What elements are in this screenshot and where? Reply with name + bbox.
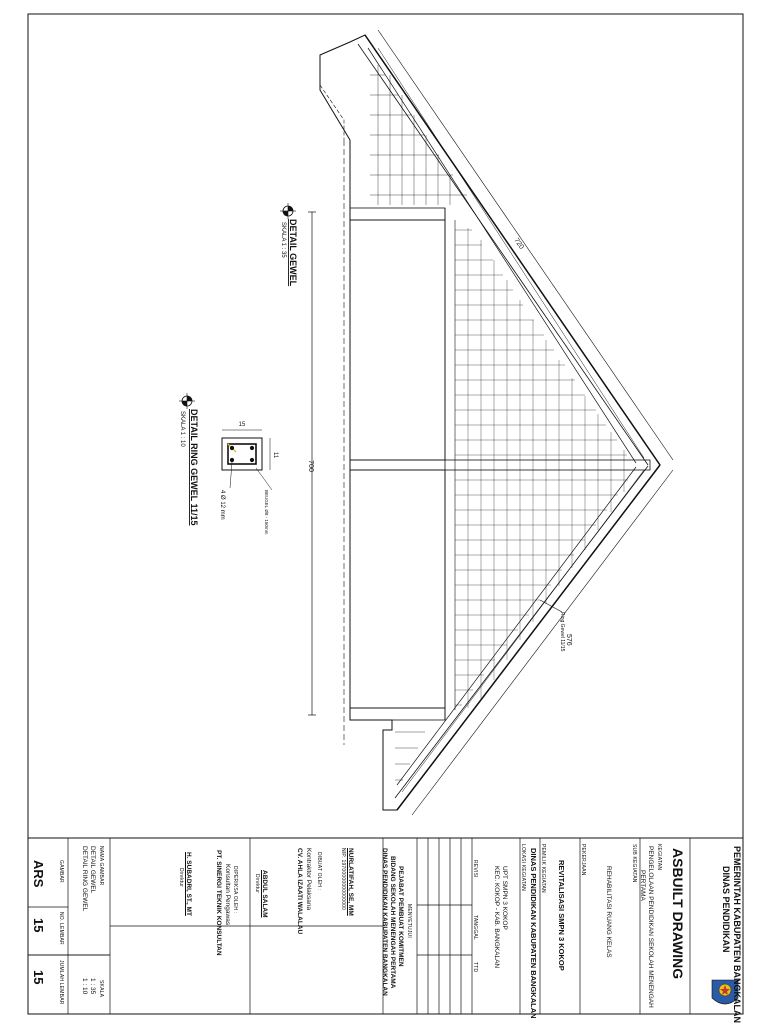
no-lembar-label: NO. LEMBAR [58,912,64,945]
leader-rebar [230,462,232,488]
signer2-name: H. SUBADRI, ST., MT [185,852,192,916]
ppk-name: NURLATIFAH, SE, MM [347,848,354,916]
kontraktor-label: Kontraktor Pelaksana [305,848,312,911]
diperiksa-label: DIPERIKSA OLEH : [232,866,238,914]
rev-header-ttd: TTD [472,962,478,973]
gable-bottom-edge [397,465,660,810]
pekerjaan: REVITALISASI SMPN 3 KOKOP [557,860,566,971]
lokasi-line2: KEC. KOKOP - KAB. BANGKALAN [493,866,500,969]
subkegiatan: REHABILITASI RUANG KELAS [605,866,612,958]
jumlah-lembar-label: JUMLAH LEMBAR [58,960,64,1005]
dim-line-720 [378,30,673,460]
ring-gewel-label: Ring Gewel 11/15 [559,612,565,652]
signer2-role: Direktur [178,868,184,888]
section-11-label: 11 [272,452,278,459]
lokasi-label: LOKASI KEGIATAN [520,844,526,891]
brick-courses-bottom [395,732,425,780]
ring-beam-lower-2 [402,470,644,792]
gewel-title: DETAIL GEWEL [288,219,298,287]
menyetujui-line3: DINAS PENDIDIKAN KABUPATEN BANGKALAN [381,848,388,996]
no-lembar: 15 [31,918,46,933]
lokasi-line1: UPT SMPN 3 KOKOP [501,866,508,930]
gable-top-edge-inner [358,44,648,465]
doc-type: ASBUILT DRAWING [670,848,686,980]
kontraktor-name: CV. AHLA IZAATI WALALAU [296,848,303,935]
left-chamfer [320,85,344,140]
ring-scale: SKALA 1 : 10 [179,411,185,447]
nama-gambar-label: NAMA GAMBAR [98,846,104,886]
section-15-label: 15 [238,422,246,428]
signer1-role: Direktur [254,874,260,894]
ppk-nip: NIP. 19700000000000000 [340,848,346,911]
rebar-2 [250,446,253,449]
subkegiatan-label: SUB KEGIATAN [631,844,637,883]
gable-top-edge [365,35,660,465]
skala-list-1: 1 : 35 [89,978,96,995]
ring-section-detail [222,430,272,490]
jumlah-lembar: 15 [31,970,46,985]
gable-wall-drawing [320,35,660,810]
skala-list-2: 1 : 10 [81,978,88,995]
kegiatan-line2: PERTAMA [639,870,646,901]
ring-detail-marker [179,393,195,409]
agency-line1: PEMERINTAH KABUPATEN BANGKALAN [732,846,742,1023]
gambar-label: GAMBAR [58,860,64,883]
kegiatan-line1: PENGELOLAAN PENDIDIKAN SEKOLAH MENENGAH [647,846,654,1008]
gambar-list-2: DETAIL RING GEWEL [81,846,88,912]
slope-dimensions [378,30,673,815]
rebar-1 [230,446,233,449]
menyetujui-line1: PEJABAT PEMBUAT KOMITMEN [397,866,404,967]
title-block-grid [28,838,690,1014]
kegiatan-label: KEGIATAN [656,844,662,871]
ring-leader [540,600,562,612]
rev-header-tanggal: TANGGAL [472,915,478,940]
ring-beam-lower-1 [397,467,636,785]
rebar-3 [230,458,233,461]
skala-label: SKALA [98,980,104,998]
menyetujui-label: MENYETUJUI [406,904,412,938]
pekerjaan-label: PEKERJAAN [580,844,586,876]
dibuat-label: DIBUAT OLEH : [316,852,322,891]
ring-beam-upper-1 [368,48,636,463]
gewel-scale: SKALA 1 : 35 [280,222,286,258]
menyetujui-line2: BIDANG SEKOLAH MENENGAH PERTAMA [389,856,396,989]
rebar-label: 4 Ø 12 mm [219,490,225,520]
column-bottom [350,708,445,720]
stirrup-label: BEUGEL Ø8 - 150mm [264,490,269,535]
pemilik-label: PEMILIK KEGIATAN [540,844,546,893]
column-left-top [350,208,445,220]
opening-lower [350,470,445,708]
ring-beam-upper-2 [378,48,644,458]
rev-header-revisi: REVISI [472,860,478,878]
leader-stirrup [256,468,272,490]
gambar-list-1: DETAIL GEWEL [89,846,96,894]
column-middle [350,460,650,470]
konsultan-name: PT. SINERGI TEKNIK KONSULTAN [215,850,222,956]
gable-bottom-edge-inner [395,466,648,798]
dim-line-576 [412,470,673,815]
signer1-name: ABDUL SALAM [261,870,268,918]
gewel-detail-marker [280,203,296,219]
gambar-code: ARS [31,860,46,888]
ring-title: DETAIL RING GEWEL 11/15 [189,409,199,526]
pemilik: DINAS PENDIDIKAN KABUPATEN BANGKALAN [529,848,538,1019]
rebar-4 [250,458,253,461]
agency-line2: DINAS PENDIDIKAN [721,866,731,953]
dim-576-label: 576 [565,634,572,646]
gable-outline [320,35,660,810]
konsultan-label: Konsultan Pengawas [224,864,231,926]
dim-700-label: 700 [307,460,314,472]
opening-upper [350,220,445,460]
brick-courses-top [370,75,467,195]
dim-720-label: 720 [512,237,525,251]
